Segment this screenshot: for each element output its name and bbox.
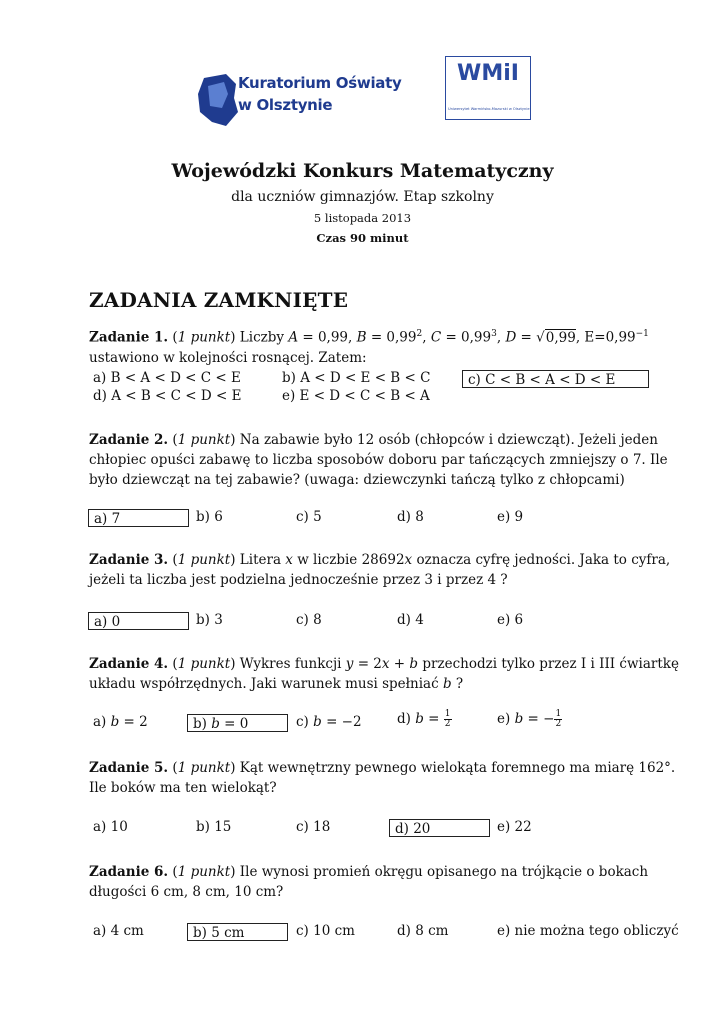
- task-points: 1 punkt: [177, 432, 231, 448]
- task-points: 1 punkt: [177, 864, 231, 880]
- exam-date: 5 listopada 2013: [313, 211, 412, 225]
- task-6: Zadanie 6. (1 punkt) Ile wynosi promień okręgu opisanego na trójkącie o bokach długości 6 cm, 8 cm, 10 cm?: [89, 864, 649, 900]
- answer-d[interactable]: d) 8: [397, 509, 424, 525]
- task-label: Zadanie 1.: [89, 329, 169, 346]
- answer-c[interactable]: c) 5: [296, 509, 322, 525]
- wmii-logo: [445, 56, 531, 120]
- answer-c[interactable]: c) b = −2: [296, 714, 362, 730]
- answer-b[interactable]: b) A < D < E < B < C: [282, 370, 431, 386]
- answer-d[interactable]: d) A < B < C < D < E: [93, 388, 242, 404]
- answer-c-correct[interactable]: c) C < B < A < D < E: [462, 370, 649, 388]
- task-points: 1 punkt: [177, 760, 231, 776]
- answer-e[interactable]: e) E < D < C < B < A: [282, 388, 430, 404]
- section-title: ZADANIA ZAMKNIĘTE: [89, 288, 349, 312]
- answer-d[interactable]: d) 8 cm: [397, 923, 449, 939]
- task-points: 1 punkt: [177, 656, 231, 672]
- answer-d-correct[interactable]: d) 20: [389, 819, 490, 837]
- answer-e[interactable]: e) 22: [497, 819, 532, 835]
- task-2: Zadanie 2. (1 punkt) Na zabawie było 12 osób (chłopców i dziewcząt). Jeżeli jeden chłopiec opuści zabawę to liczba sposobów doboru par tańczących zmniejszy o 7. Ile było dziewcząt na tej zabawie? (uwaga: dziewczynki tańczą tylko z chłopcami): [89, 432, 668, 488]
- task-label: Zadanie 3.: [89, 552, 169, 568]
- answer-e[interactable]: e) 9: [497, 509, 524, 525]
- answer-b[interactable]: b) 15: [196, 819, 232, 835]
- wmii-logo-text: WMiI: [457, 61, 519, 86]
- task-points: 1 punkt: [177, 329, 231, 346]
- task-4: Zadanie 4. (1 punkt) Wykres funkcji y = 2x + b przechodzi tylko przez I i III ćwiartkę układu współrzędnych. Jaki warunek musi spełniać b ?: [89, 656, 679, 692]
- task-text: Kąt wewnętrzny pewnego wielokąta foremnego ma miarę 162°. Ile boków ma ten wielokąt?: [89, 760, 676, 796]
- answer-e[interactable]: e) 6: [497, 612, 524, 628]
- answer-e[interactable]: e) b = − $\frac{1}{2}$: [497, 709, 562, 729]
- answer-e[interactable]: e) nie można tego obliczyć: [497, 923, 679, 939]
- answer-d[interactable]: d) b = $\frac{1}{2}$: [397, 709, 451, 729]
- task-label: Zadanie 2.: [89, 432, 169, 448]
- task-label: Zadanie 5.: [89, 760, 169, 776]
- wmii-logo-subtext: Uniwersytet Warmińsko-Mazurski w Olsztynie: [448, 107, 530, 111]
- answer-b[interactable]: b) 3: [196, 612, 223, 628]
- answer-a-correct[interactable]: a) 7: [88, 509, 189, 527]
- page-title: Wojewódzki Konkurs Matematyczny: [171, 160, 554, 182]
- answer-b[interactable]: b) 6: [196, 509, 223, 525]
- task-text-end: ustawiono w kolejności rosnącej. Zatem:: [89, 349, 367, 366]
- answer-b-correct[interactable]: b) b = 0: [187, 714, 288, 732]
- answer-a[interactable]: a) B < A < D < C < E: [93, 370, 241, 386]
- logo-text-line1: Kuratorium Oświaty: [238, 74, 402, 92]
- task-1: Zadanie 1. (1 punkt) Liczby A = 0,99, $B = 0,99^2$, $C = 0,99^3$, D = √0,99, $E=0,99^{-1}$ ustawiono w kolejności rosnącej. Zatem:: [89, 329, 649, 366]
- task-label: Zadanie 6.: [89, 864, 169, 880]
- task-text: Na zabawie było 12 osób (chłopców i dziewcząt). Jeżeli jeden chłopiec opuści zabawę to liczba sposobów doboru par tańczących zmniejszy o 7. Ile było dziewcząt na tej zabawie? (uwaga: dziewczynki tańczą tylko z chłopcami): [89, 432, 668, 488]
- task-text: Ile wynosi promień okręgu opisanego na trójkącie o bokach długości 6 cm, 8 cm, 10 cm?: [89, 864, 649, 900]
- answer-a[interactable]: a) 10: [93, 819, 128, 835]
- task-label: Zadanie 4.: [89, 656, 169, 672]
- answer-a[interactable]: a) b = 2: [93, 714, 148, 730]
- answer-c[interactable]: c) 18: [296, 819, 331, 835]
- exam-time: Czas 90 minut: [316, 231, 409, 245]
- kuratorium-logo: [196, 66, 402, 132]
- task-points: 1 punkt: [177, 552, 231, 568]
- answer-a-correct[interactable]: a) 0: [88, 612, 189, 630]
- map-icon: [196, 72, 240, 130]
- task-5: Zadanie 5. (1 punkt) Kąt wewnętrzny pewnego wielokąta foremnego ma miarę 162°. Ile boków ma ten wielokąt?: [89, 760, 676, 796]
- answer-c[interactable]: c) 8: [296, 612, 322, 628]
- answer-d[interactable]: d) 4: [397, 612, 424, 628]
- answer-b-correct[interactable]: b) 5 cm: [187, 923, 288, 941]
- task-3: Zadanie 3. (1 punkt) Litera x w liczbie 28692x oznacza cyfrę jedności. Jaka to cyfra, jeżeli ta liczba jest podzielna jednocześnie przez 3 i przez 4 ?: [89, 552, 671, 588]
- answer-a[interactable]: a) 4 cm: [93, 923, 144, 939]
- logo-text-line2: w Olsztynie: [238, 96, 333, 114]
- answer-c[interactable]: c) 10 cm: [296, 923, 355, 939]
- page-subtitle: dla uczniów gimnazjów. Etap szkolny: [231, 189, 494, 205]
